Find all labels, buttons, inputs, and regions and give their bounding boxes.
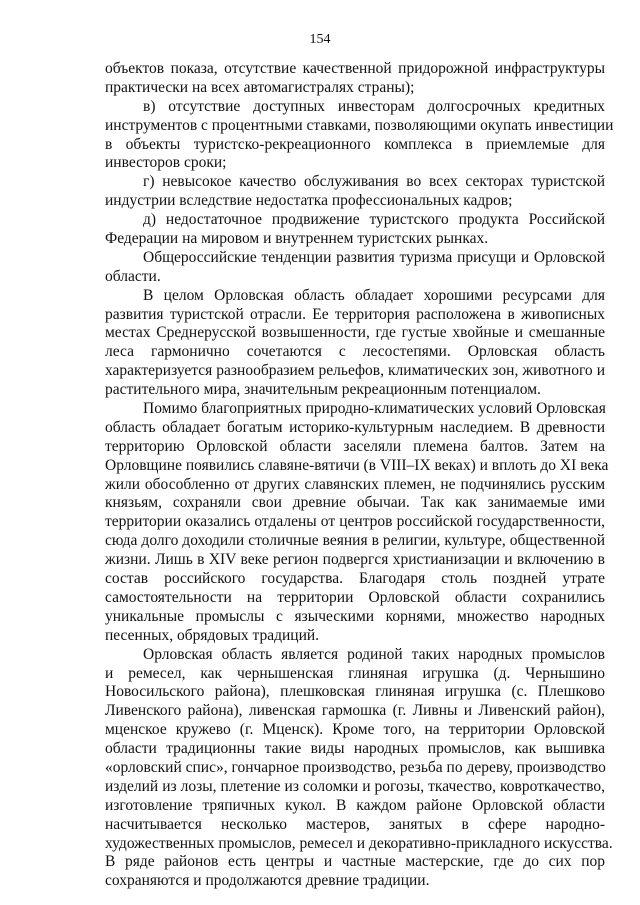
paragraph-p8 bbox=[105, 645, 613, 892]
text-line: насчитывается несколько мастеров, занятых в сфере народно- bbox=[105, 815, 605, 833]
text-line: Федерации на мировом и внутреннем туристских рынках. bbox=[105, 230, 489, 248]
text-line: области. bbox=[105, 267, 161, 285]
text-line: местах Среднерусской возвышенности, где густые хвойные и смешанные bbox=[105, 324, 605, 342]
paragraph-p4 bbox=[105, 211, 605, 249]
paragraph-p3 bbox=[105, 173, 605, 211]
body-text bbox=[105, 60, 614, 891]
text-line: инвесторов сроки; bbox=[105, 154, 227, 172]
text-line: леса гармонично сочетаются с лесостепями. Орловская область bbox=[105, 343, 605, 361]
page-number: 154 bbox=[309, 32, 331, 47]
text-line: в объекты туристско-рекреационного комплекса в приемлемые для bbox=[105, 135, 605, 153]
text-line: объектов показа, отсутствие качественной придорожной инфраструктуры bbox=[105, 60, 605, 77]
text-line: жили обособленно от других славянских племен, не подчинялись русским bbox=[105, 475, 605, 493]
text-line: растительного мира, значительным рекреационным потенциалом. bbox=[105, 381, 541, 399]
text-line: состав российского государства. Благодаря столь поздней утрате bbox=[105, 570, 605, 588]
text-line: индустрии вследствие недостатка профессиональных кадров; bbox=[105, 192, 513, 210]
text-line: в) отсутствие доступных инвесторам долгосрочных кредитных bbox=[143, 97, 605, 115]
text-line: песенных, обрядовых традиций. bbox=[105, 626, 320, 644]
text-line: Помимо благоприятных природно-климатических условий Орловская bbox=[143, 400, 606, 418]
text-line: самостоятельности на территории Орловской области сохранились bbox=[105, 588, 605, 606]
text-line: художественных промыслов, ремесел и декоративно-прикладного искусства. bbox=[105, 834, 613, 852]
text-line: мценское кружево (г. Мценск). Кроме того, на территории Орловской bbox=[105, 721, 605, 739]
text-line: и ремесел, как чернышенская глиняная игрушка (д. Чернышино bbox=[105, 664, 605, 682]
text-line: Новосильского района), плешковская глиняная игрушка (с. Плешково bbox=[105, 683, 605, 701]
paragraph-p6 bbox=[105, 287, 605, 400]
text-line: «орловский спис», гончарное производство, резьба по дереву, производство bbox=[105, 758, 606, 776]
text-line: Орловщине появились славяне-вятичи (в VIII–IX веках) и вплоть до XI века bbox=[105, 456, 609, 474]
text-line: сюда долго доходили столичные веяния в религии, культуре, общественной bbox=[105, 532, 605, 550]
paragraph-p7 bbox=[105, 400, 609, 646]
text-line: развития туристской отрасли. Ее территория расположена в живописных bbox=[105, 305, 605, 323]
text-line: д) недостаточное продвижение туристского продукта Российской bbox=[143, 211, 605, 229]
paragraph-p2 bbox=[105, 97, 614, 174]
text-line: территорию Орловской области заселяли племена балтов. Затем на bbox=[105, 437, 605, 455]
text-line: характеризуется разнообразием рельефов, климатических зон, животного и bbox=[105, 362, 605, 380]
text-line: территории оказались отдалены от центров российской государственности, bbox=[105, 513, 605, 531]
text-line: В целом Орловская область обладает хорошими ресурсами для bbox=[143, 286, 605, 304]
text-line: уникальные промыслы с языческими корнями, множество народных bbox=[105, 607, 605, 625]
paragraph-p5 bbox=[105, 249, 605, 287]
text-line: Общероссийские тенденции развития туризма присущи и Орловской bbox=[143, 248, 605, 266]
text-line: Ливенского района), ливенская гармошка (г. Ливны и Ливенский район), bbox=[105, 702, 605, 720]
text-line: сохраняются и продолжаются древние традиции. bbox=[105, 872, 430, 890]
text-line: г) невысокое качество обслуживания во всех секторах туристской bbox=[143, 173, 605, 191]
text-line: изделий из лозы, плетение из соломки и рогозы, ткачество, ковроткачество, bbox=[105, 777, 605, 795]
text-line: изготовление тряпичных кукол. В каждом районе Орловской области bbox=[105, 796, 605, 814]
text-line: область обладает богатым историко-культурным наследием. В древности bbox=[105, 418, 605, 436]
paragraph-p1 bbox=[105, 60, 605, 98]
text-line: Орловская область является родиной таких народных промыслов bbox=[143, 645, 605, 663]
text-line: жизни. Лишь в XIV веке регион подвергся христианизации и включению в bbox=[105, 551, 605, 569]
text-line: области традиционны такие виды народных промыслов, как вышивка bbox=[105, 740, 605, 758]
text-line: инструментов с процентными ставками, позволяющими окупать инвестиции bbox=[105, 116, 614, 134]
text-line: князьям, сохраняли свои древние обычаи. Так как занимаемые ими bbox=[105, 494, 605, 512]
text-line: В ряде районов есть центры и частные мастерские, где до сих пор bbox=[105, 853, 605, 871]
text-line: практически на всех автомагистралях страны); bbox=[105, 78, 415, 96]
